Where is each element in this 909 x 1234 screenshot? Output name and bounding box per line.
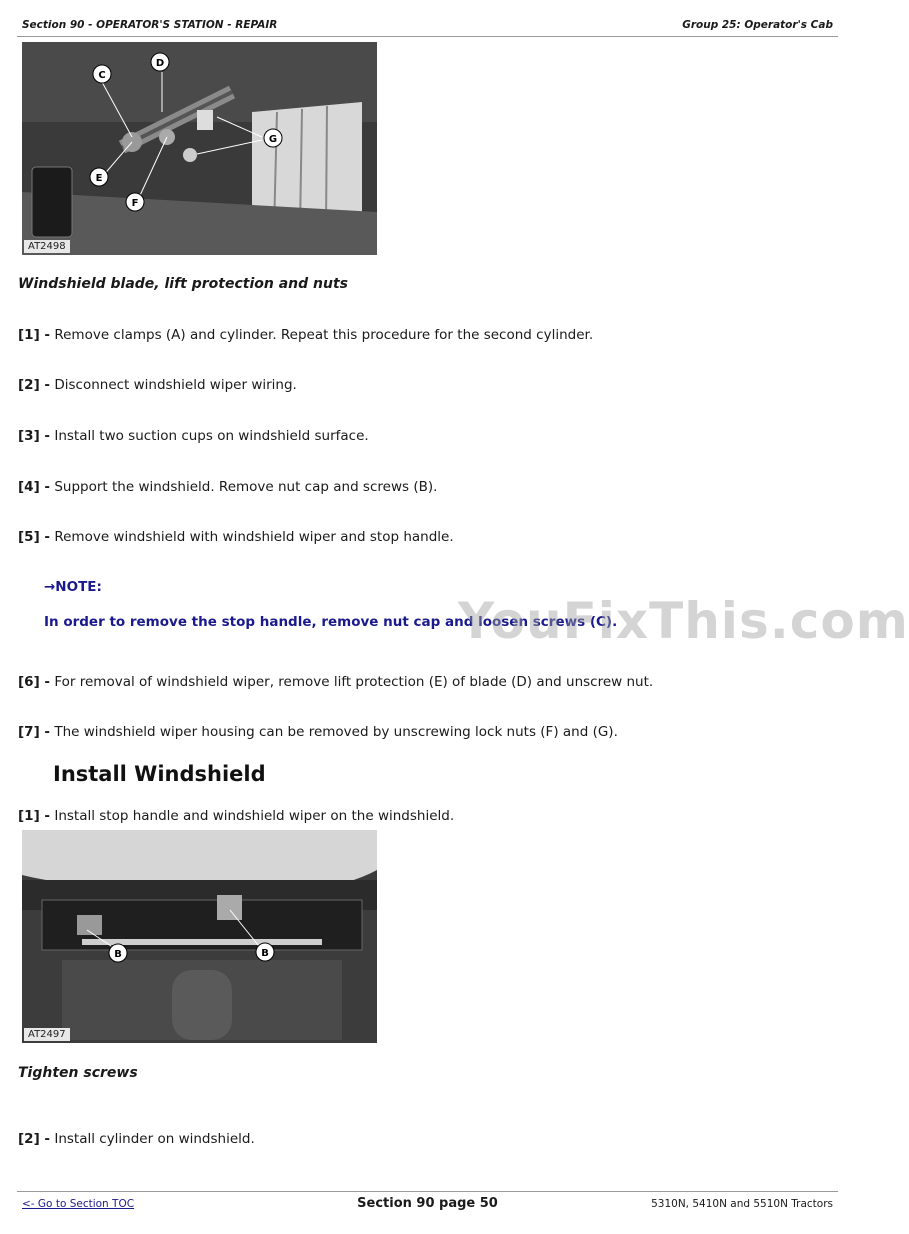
figure-windshield-wiper-photo <box>22 42 377 255</box>
step-5: [5] - Remove windshield with windshield wiper and stop handle. <box>18 529 454 545</box>
callout-g <box>264 129 282 147</box>
svg-text:B: B <box>114 949 122 960</box>
step-2: [2] - Disconnect windshield wiper wiring. <box>18 377 297 393</box>
note-text: In order to remove the stop handle, remove nut cap and loosen screws (C). <box>44 614 618 630</box>
footer-divider <box>17 1191 838 1192</box>
callout-e <box>90 168 108 186</box>
figure2-caption: Tighten screws <box>18 1065 138 1081</box>
step-4: [4] - Support the windshield. Remove nut cap and screws (B). <box>18 479 438 495</box>
section-toc-link[interactable]: <- Go to Section TOC <box>22 1198 135 1210</box>
svg-text:D: D <box>155 58 165 69</box>
svg-text:B: B <box>261 948 269 959</box>
svg-text:F: F <box>131 198 139 209</box>
callout-f <box>126 193 144 211</box>
step-3: [3] - Install two suction cups on windshield surface. <box>18 428 369 444</box>
install-step-2: [2] - Install cylinder on windshield. <box>18 1131 255 1147</box>
callout-c <box>93 65 111 83</box>
section-header: Section 90 - OPERATOR'S STATION - REPAIR <box>22 19 278 31</box>
install-heading: Install Windshield <box>53 762 266 786</box>
svg-text:C: C <box>98 70 106 81</box>
page-number: Section 90 page 50 <box>357 1196 498 1211</box>
callout-b-left <box>109 944 127 962</box>
svg-text:G: G <box>268 134 278 145</box>
callout-b-right <box>256 943 274 961</box>
svg-text:E: E <box>95 173 103 184</box>
step-1: [1] - Remove clamps (A) and cylinder. Repeat this procedure for the second cylinder. <box>18 327 594 343</box>
figure-tag: AT2498 <box>24 240 70 253</box>
note-title: →NOTE: <box>44 579 102 595</box>
figure-tag: AT2497 <box>24 1028 70 1041</box>
tractor-models: 5310N, 5410N and 5510N Tractors <box>651 1198 833 1210</box>
header-divider <box>17 36 838 37</box>
step-7: [7] - The windshield wiper housing can be removed by unscrewing lock nuts (F) and (G). <box>18 724 618 740</box>
install-step-1: [1] - Install stop handle and windshield wiper on the windshield. <box>18 808 455 824</box>
callout-d <box>151 53 169 71</box>
figure-windshield-screws-photo <box>22 830 377 1043</box>
watermark: YouFixThis.com <box>458 592 909 650</box>
step-6: [6] - For removal of windshield wiper, remove lift protection (E) of blade (D) and unscrew nut. <box>18 674 654 690</box>
group-header: Group 25: Operator's Cab <box>682 19 833 31</box>
screws-photo-illustration <box>22 830 377 1043</box>
wiper-photo-illustration <box>22 42 377 255</box>
figure1-caption: Windshield blade, lift protection and nuts <box>18 276 348 292</box>
